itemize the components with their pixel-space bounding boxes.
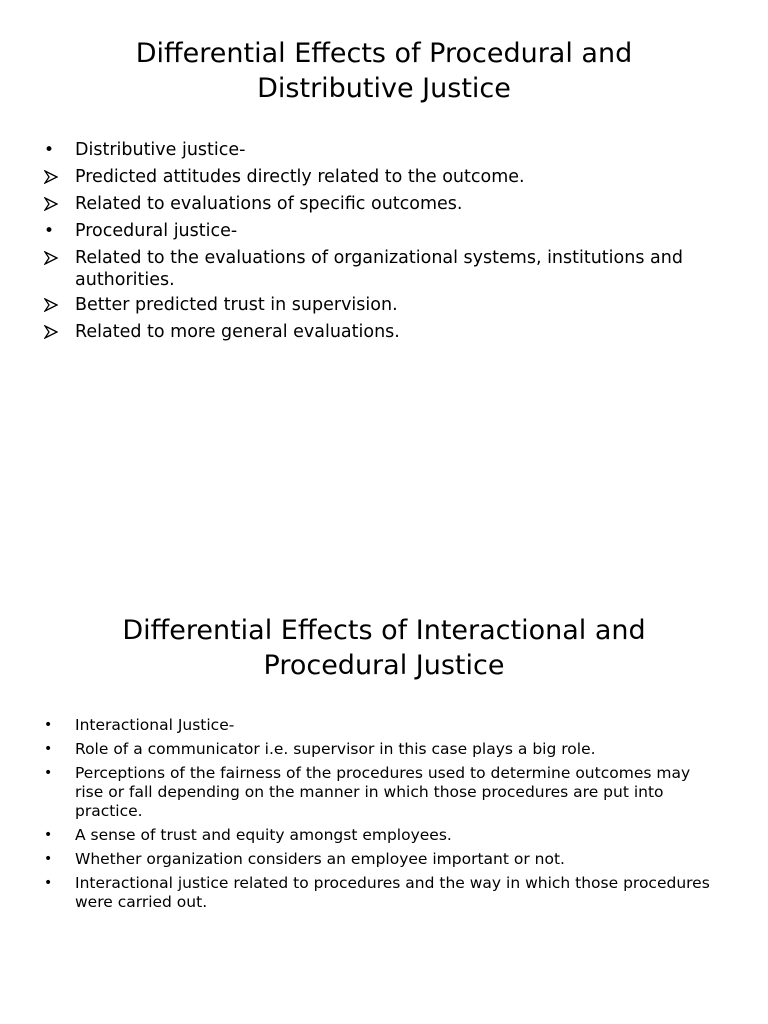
bullet-item [44, 764, 714, 821]
arrowhead-bullet-icon [44, 325, 58, 339]
bullet-text: Related to the evaluations of organizational systems, institutions and authorities. [75, 248, 683, 290]
bullet-text: Better predicted trust in supervision. [75, 295, 398, 315]
bullet-item [44, 826, 714, 845]
bullet-text: Distributive justice- [75, 140, 246, 160]
slide-title [40, 613, 728, 683]
bullet-text: Interactional justice related to procedures and the way in which those procedures were carried out. [75, 874, 710, 911]
arrowhead-bullet-icon [44, 197, 58, 211]
bullet-text: Interactional Justice- [75, 716, 235, 734]
bullet-text: Related to evaluations of specific outcomes. [75, 194, 463, 214]
arrowhead-bullet-icon [44, 298, 58, 312]
bullet-text: Perceptions of the fairness of the procedures used to determine outcomes may rise or fall depending on the manner in which those procedures are put into practice. [75, 764, 691, 820]
bullet-item [44, 220, 714, 242]
arrowhead-bullet-icon [44, 170, 58, 184]
bullet-text: Procedural justice- [75, 221, 238, 241]
bullet-text: A sense of trust and equity amongst employees. [75, 826, 452, 844]
bullet-list [44, 716, 714, 917]
bullet-item [44, 294, 714, 316]
bullet-list [44, 139, 714, 348]
bullet-text: Whether organization considers an employee important or not. [75, 850, 565, 868]
title-line: Procedural Justice [263, 650, 505, 681]
bullet-item [44, 193, 714, 215]
bullet-item [44, 716, 714, 735]
bullet-item [44, 166, 714, 188]
title-line: Differential Effects of Procedural and [135, 38, 633, 69]
bullet-text: Role of a communicator i.e. supervisor in this case plays a big role. [75, 740, 596, 758]
slide-2 [0, 512, 768, 1024]
arrowhead-bullet-icon [44, 251, 58, 265]
slide-title [40, 36, 728, 106]
bullet-text: Related to more general evaluations. [75, 322, 400, 342]
bullet-item [44, 874, 714, 912]
title-line: Distributive Justice [257, 73, 511, 104]
bullet-text: Predicted attitudes directly related to the outcome. [75, 167, 525, 187]
bullet-item [44, 321, 714, 343]
bullet-item [44, 850, 714, 869]
bullet-item [44, 139, 714, 161]
bullet-item [44, 247, 714, 291]
title-line: Differential Effects of Interactional and [122, 615, 646, 646]
bullet-item [44, 740, 714, 759]
